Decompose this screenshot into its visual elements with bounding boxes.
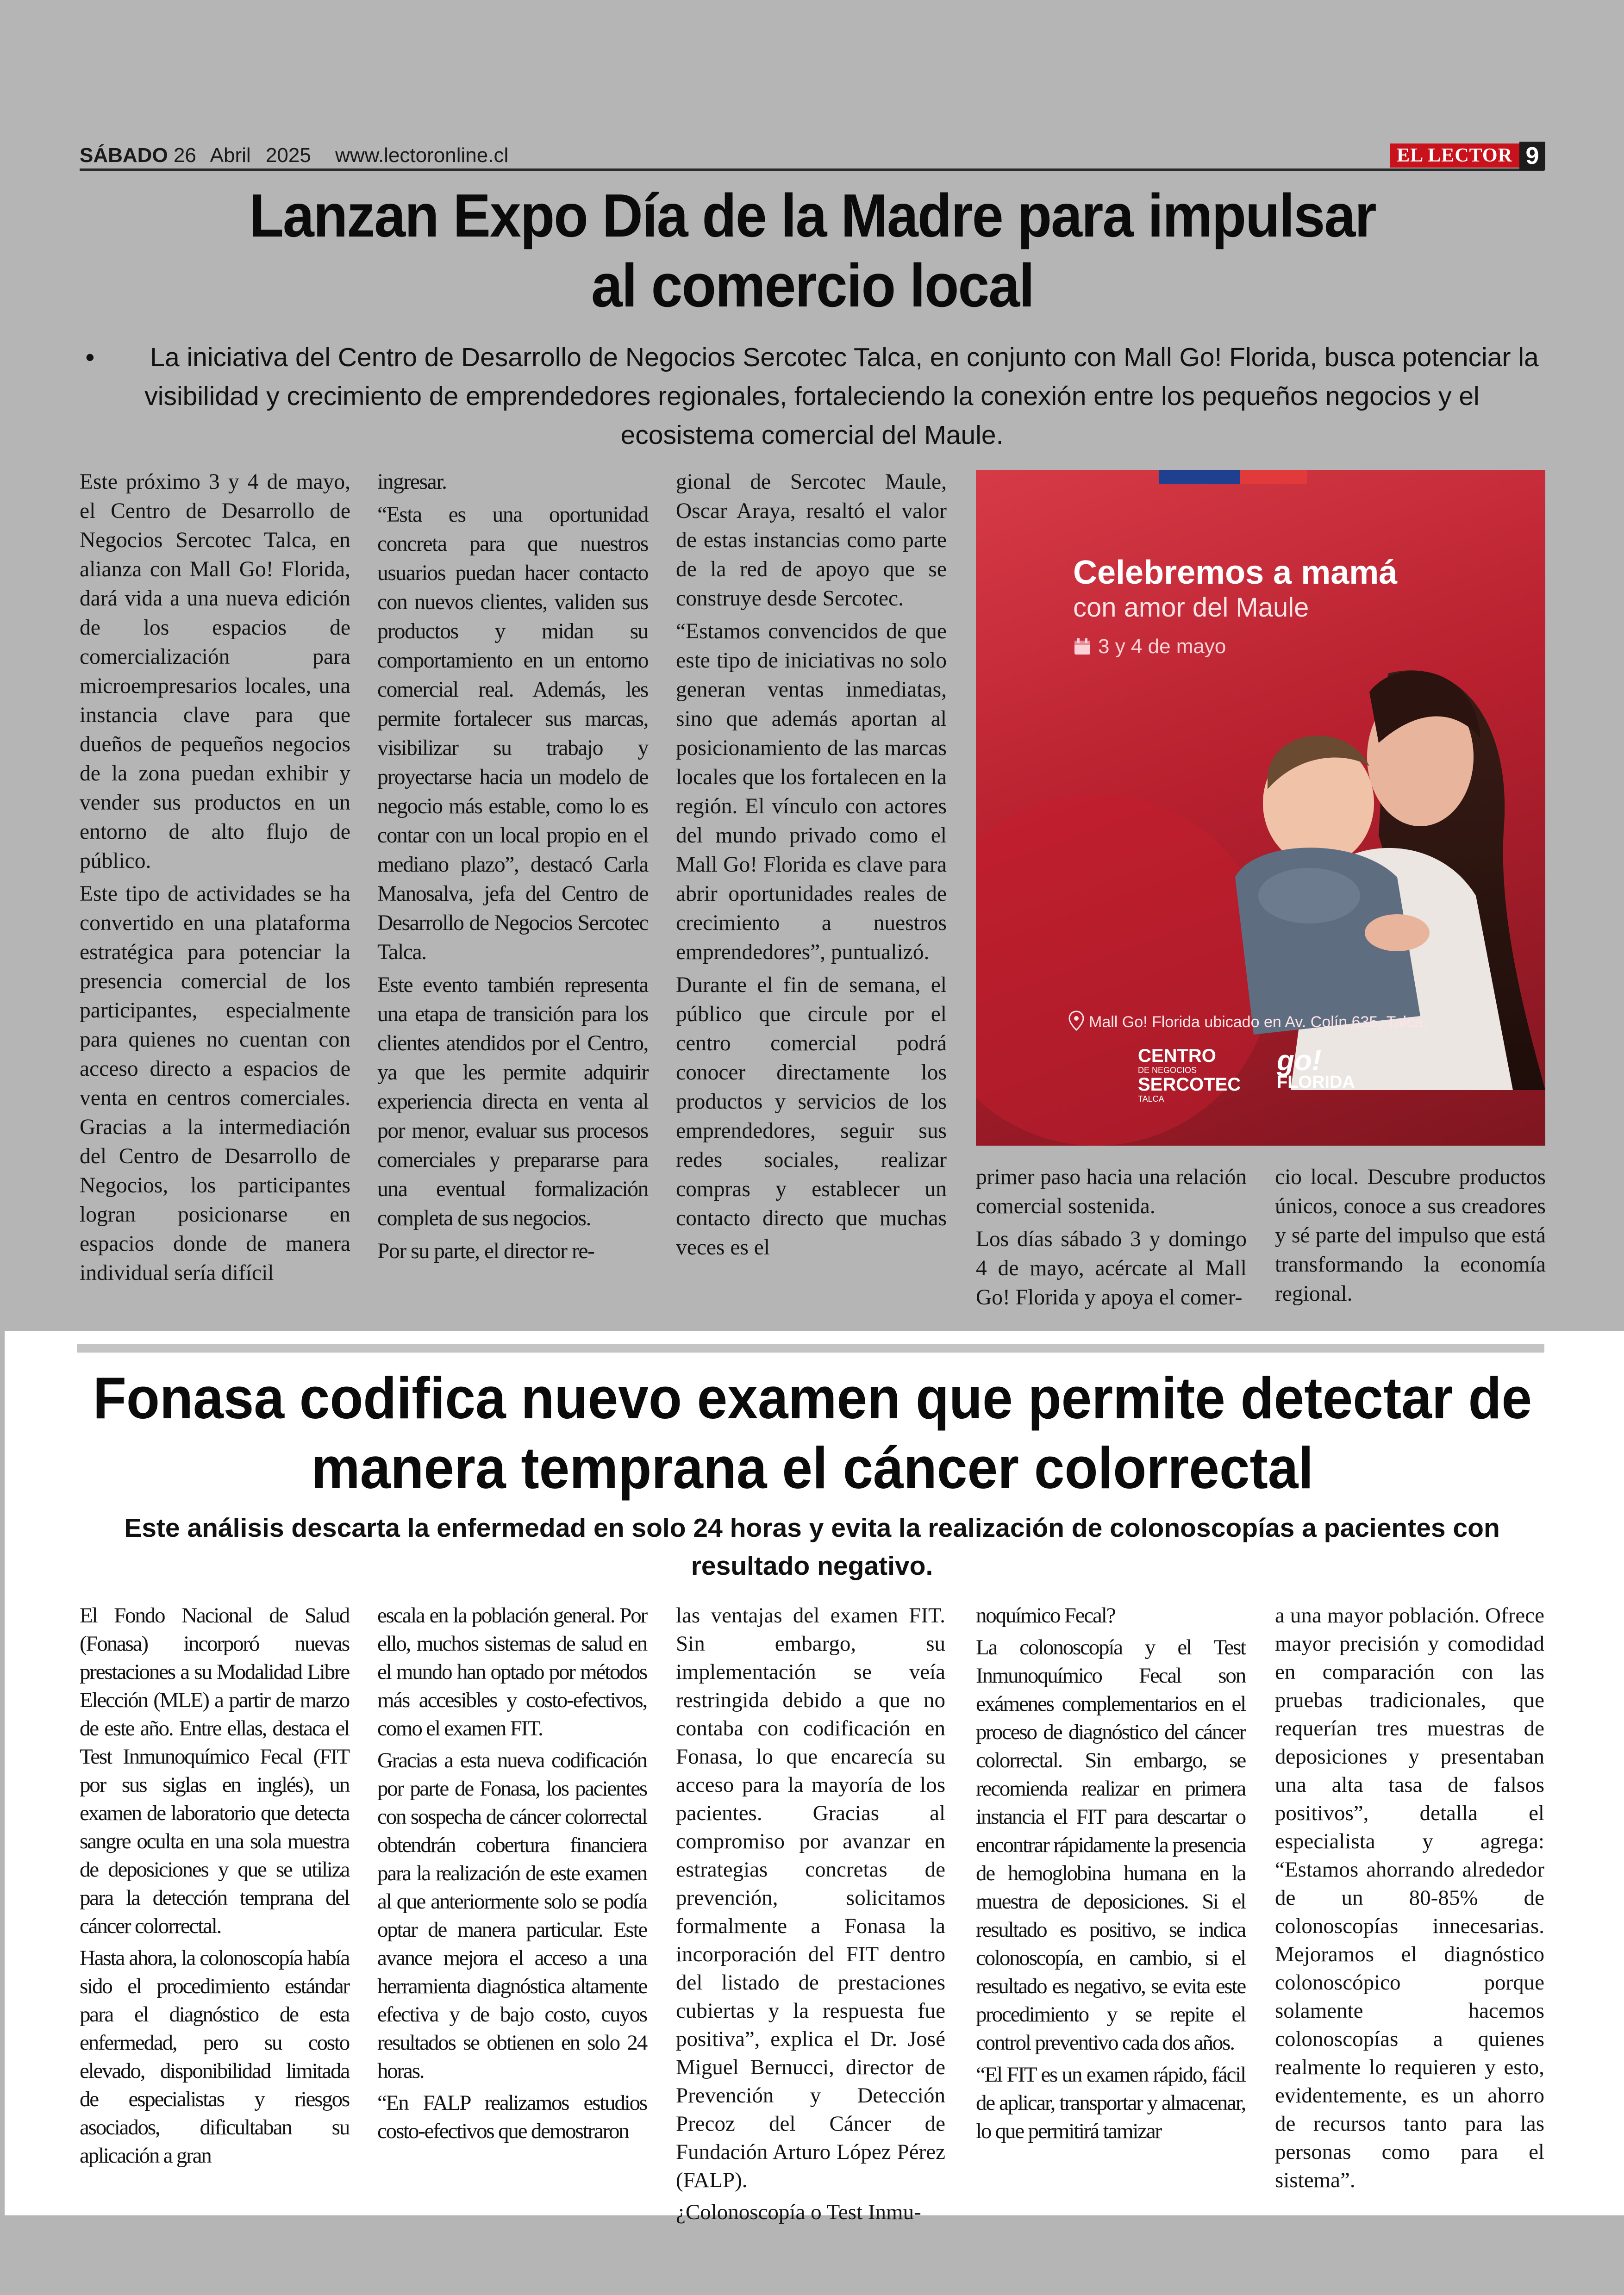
logo-florida-text: FLORIDA xyxy=(1277,1073,1355,1092)
article1-deck-text: La iniciativa del Centro de Desarrollo de Negocios Sercotec Talca, en conjunto con Mall Go! Florida, busca potenciar la visibilidad y crecimiento de emprendedores regionales, fortaleciendo la conexión entre los pequeños negocios y el ecosistema comercial del Maule. xyxy=(144,343,1539,450)
article2-column-1 xyxy=(80,1602,349,2174)
paragraph: Hasta ahora, la colonoscopía había sido el procedimiento estándar para el diagnóstico de esta enfermedad, pero su costo elevado, disponibilidad limitada de especialistas y riesgos asociados, dificultaban su aplicación a gran xyxy=(80,1946,349,2168)
weekday: SÁBADO xyxy=(80,144,168,167)
month: Abril xyxy=(210,144,251,167)
paragraph: ¿Colonoscopía o Test Inmu- xyxy=(676,2200,921,2224)
paragraph: “Esta es una oportunidad concreta para que nuestros usuarios puedan hacer contacto con nuevos clientes, validen sus productos y midan su comportamiento en un entorno comercial real. Además, les permite fortalecer sus marcas, visibilizar su trabajo y proyectarse hacia un modelo de negocio más estable, como lo es contar con un local propio en el mediano plazo”, destacó Carla Manosalva, jefa del Centro de Desarrollo de Negocios Sercotec Talca. xyxy=(377,503,648,964)
bullet-icon: • xyxy=(85,343,95,372)
paragraph: primer paso hacia una relación comercial sostenida. xyxy=(976,1165,1247,1218)
promo-date xyxy=(1073,633,1351,661)
promo-title: Celebremos a mamá xyxy=(1073,554,1398,591)
paragraph: a una mayor población. Ofrece mayor precisión y comodidad en comparación con las pruebas tradicionales, que requerían tres muestras de deposiciones y presentaban una alta tasa de falsos positivos”, detalla el especialista y agrega: “Estamos ahorrando alrededor de un 80-85% de colonoscopías innecesarias. Mejoramos el diagnóstico colonoscópico porque solamente hacemos colonoscopías a quienes realmente lo requieren y esto, evidentemente, es un ahorro de recursos tanto para las personas como para el sistema”. xyxy=(1275,1603,1544,2192)
logo-centro-text: CENTRO xyxy=(1138,1046,1216,1066)
logo-sercotec-text: SERCOTEC xyxy=(1138,1074,1241,1095)
logo-go-text: go! xyxy=(1277,1045,1322,1077)
promo-subtitle: con amor del Maule xyxy=(1073,592,1309,623)
article1-column-1 xyxy=(80,468,350,1291)
paragraph: “Estamos convencidos de que este tipo de iniciativas no solo generan ventas inmediatas, sino que además aportan al posicionamiento de las marcas locales que los fortalecen en la región. El vínculo con actores del mundo privado como el Mall Go! Florida es clave para abrir oportunidades reales de crecimiento a nuestros emprendedores”, puntualizó. xyxy=(676,619,947,964)
promo-date-text: 3 y 4 de mayo xyxy=(1098,635,1226,658)
paragraph: Este evento también representa una etapa de transición para los clientes atendidos por el Centro, ya que les permite adquirir experiencia directa en venta al por menor, evaluar sus procesos comerciales y prepararse para una eventual formalización completa de sus negocios. xyxy=(377,973,648,1230)
article1-headline-line1: Lanzan Expo Día de la Madre para impulsar xyxy=(249,181,1376,250)
promo-image xyxy=(976,470,1545,1146)
paragraph: Los días sábado 3 y domingo 4 de mayo, acércate al Mall Go! Florida y apoya el comer- xyxy=(976,1227,1247,1310)
article2-column-3 xyxy=(676,1602,945,2230)
article1-headline-line2: al comercio local xyxy=(591,251,1034,320)
paragraph: las ventajas del examen FIT. Sin embargo, su implementación se veía restringida debido a que no contaba con codificación en Fonasa, lo que encarecía su acceso para la mayoría de los pacientes. Gracias al compromiso por avanzar en estrategias concretas de prevención, solicitamos formalmente a Fonasa la incorporación del FIT dentro del listado de prestaciones cubiertas y la respuesta fue positiva”, explica el Dr. José Miguel Bernucci, director de Prevención y Detección Precoz del Cáncer de Fundación Arturo López Pérez (FALP). xyxy=(676,1603,945,2192)
article1-column-2 xyxy=(377,468,648,1270)
promo-location xyxy=(1068,1009,1485,1035)
paragraph: “En FALP realizamos estudios costo-efectivos que demostraron xyxy=(377,2091,647,2143)
paragraph: escala en la población general. Por ello, muchos sistemas de salud en el mundo han optado por métodos más accesibles y costo-efectivos, como el examen FIT. xyxy=(377,1603,647,1740)
newspaper-logo: EL LECTOR xyxy=(1390,143,1519,168)
logo-talca-text: TALCA xyxy=(1138,1094,1164,1104)
paragraph: El Fondo Nacional de Salud (Fonasa) incorporó nuevas prestaciones a su Modalidad Libre Elección (MLE) a partir de marzo de este año. Entre ellas, destaca el Test Inmunoquímico Fecal (FIT por sus siglas en inglés), un examen de laboratorio que detecta sangre oculta en una sola muestra de deposiciones y que se utiliza para la detección temprana del cáncer colorrectal. xyxy=(80,1603,349,1938)
paragraph: “El FIT es un examen rápido, fácil de aplicar, transportar y almacenar, lo que permitirá tamizar xyxy=(976,2063,1245,2143)
article1-column-3 xyxy=(676,468,947,1266)
article2-column-4 xyxy=(976,1602,1245,2149)
paragraph: Gracias a esta nueva codificación por parte de Fonasa, los pacientes con sospecha de cáncer colorrectal obtendrán cobertura financiera para la realización de este examen al que anteriormente solo se podía optar de manera particular. Este avance mejora el acceso a una herramienta diagnóstica altamente efectiva y de bajo costo, cuyos resultados se obtienen en solo 24 horas. xyxy=(377,1748,647,2083)
sercotec-logo xyxy=(1138,1046,1291,1111)
calendar-icon xyxy=(1073,637,1092,656)
go-florida-logo xyxy=(1277,1046,1416,1111)
paragraph: La colonoscopía y el Test Inmunoquímico Fecal son exámenes complementarios en el proceso de diagnóstico del cáncer colorrectal. Sin embargo, se recomienda realizar en primera instancia el FIT para descartar o encontrar rápidamente la presencia de hemoglobina humana en la muestra de deposiciones. Si el resultado es positivo, se indica colonoscopía, en cambio, si el resultado es negativo, se evita este procedimiento y se repite el control preventivo cada dos años. xyxy=(976,1635,1245,2055)
date-line xyxy=(80,143,612,168)
article2-headline xyxy=(56,1363,1569,1503)
article1-column-5 xyxy=(1275,1163,1546,1312)
paragraph: noquímico Fecal? xyxy=(976,1603,1115,1628)
paragraph: gional de Sercotec Maule, Oscar Araya, resaltó el valor de estas instancias como parte de la red de apoyo que se construye desde Sercotec. xyxy=(676,470,947,611)
website-link[interactable]: www.lectoronline.cl xyxy=(335,144,509,167)
article1-column-4 xyxy=(976,1163,1247,1316)
paragraph: ingresar. xyxy=(377,470,447,494)
article2-headline-line1: Fonasa codifica nuevo examen que permite detectar de xyxy=(93,1365,1532,1431)
paragraph: Este tipo de actividades se ha convertido en una plataforma estratégica para potenciar la presencia comercial de los participantes, especialmente para quienes no cuentan con acceso directo a espacios de venta en centros comerciales. Gracias a la intermediación del Centro de Desarrollo de Negocios, los participantes logran posicionarse en espacios donde de manera individual sería difícil xyxy=(80,882,350,1285)
article2-headline-line2: manera temprana el cáncer colorrectal xyxy=(311,1435,1314,1502)
paragraph: Por su parte, el director re- xyxy=(377,1239,594,1263)
logo-centro-subtext: DE NEGOCIOS xyxy=(1138,1066,1197,1075)
article2-column-5 xyxy=(1275,1602,1544,2198)
article2-deck: Este análisis descarta la enfermedad en solo 24 horas y evita la realización de colonoscopías a pacientes con resultado negativo. xyxy=(124,1513,1500,1581)
promo-location-text: Mall Go! Florida ubicado en Av. Colín 635, Talca. xyxy=(1089,1013,1428,1031)
article1-deck xyxy=(80,338,1544,455)
paragraph: Este próximo 3 y 4 de mayo, el Centro de Desarrollo de Negocios Sercotec Talca, en alianza con Mall Go! Florida, dará vida a una nueva edición de los espacios de comercialización para microempresarios locales, una instancia clave para que dueños de pequeños negocios de la zona puedan exhibir y vender sus productos en un entorno de alto flujo de público. xyxy=(80,470,350,873)
header-rule xyxy=(80,168,1544,171)
paragraph: cio local. Descubre productos únicos, conoce a sus creadores y sé parte del impulso que está transformando la economía regional. xyxy=(1275,1165,1546,1306)
paragraph: Durante el fin de semana, el público que circule por el centro comercial podrá conocer directamente los productos y servicios de los emprendedores, seguir sus redes sociales, realizar compras y establecer un contacto directo que muchas veces es el xyxy=(676,973,947,1260)
location-pin-icon xyxy=(1068,1010,1084,1031)
article1-headline xyxy=(153,181,1472,320)
article2-column-2 xyxy=(377,1602,647,2149)
year: 2025 xyxy=(265,144,311,167)
section-divider xyxy=(77,1344,1544,1353)
day-number: 26 xyxy=(173,144,196,167)
flag-stripe xyxy=(1159,470,1307,484)
page-number: 9 xyxy=(1519,142,1545,170)
